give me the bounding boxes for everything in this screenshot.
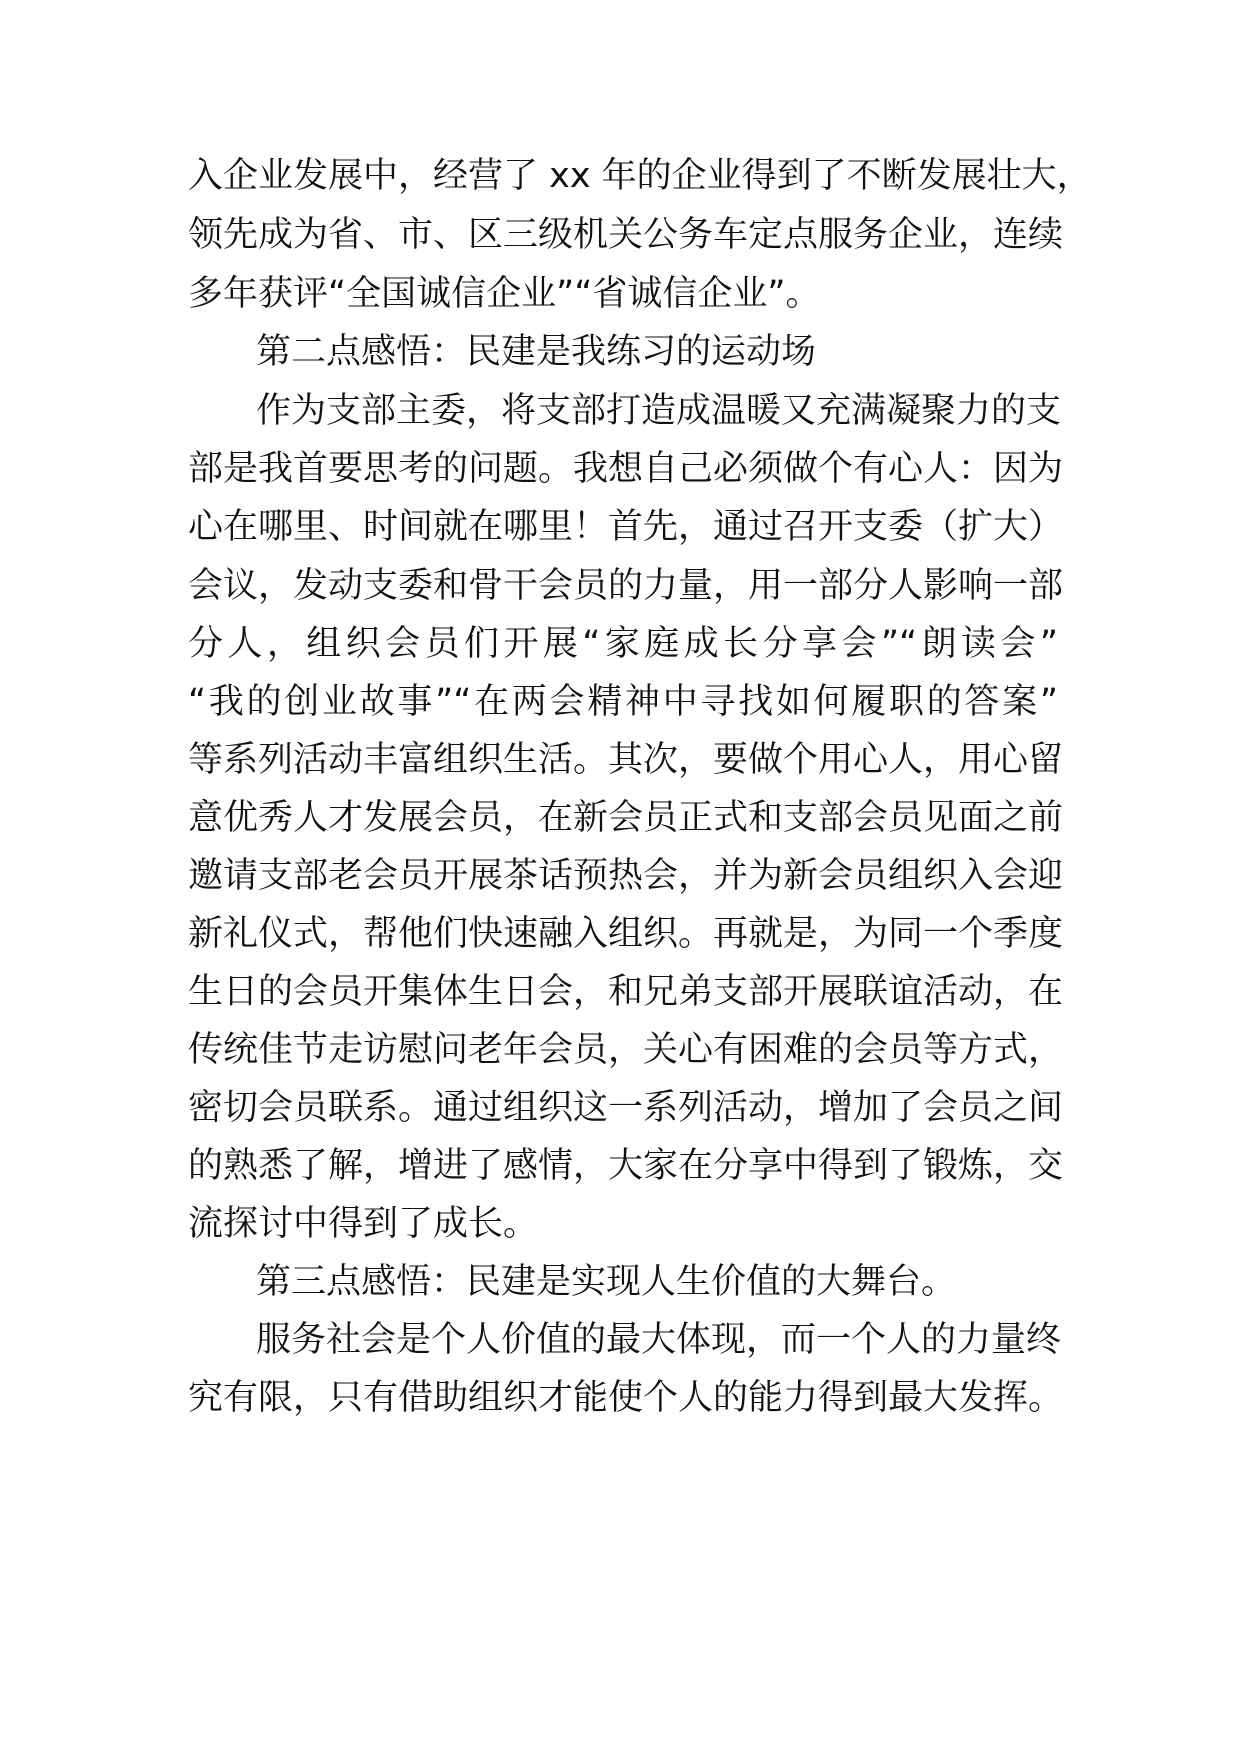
paragraph-3-line-2: 究有限，只有借助组织才能使个人的能力得到最大发挥。 xyxy=(188,1378,1064,1418)
paragraph-2-line-11: 生日的会员开集体生日会，和兄弟支部开展联谊活动，在 xyxy=(188,972,1064,1012)
paragraph-2-line-13: 密切会员联系。通过组织这一系列活动，增加了会员之间 xyxy=(188,1088,1064,1128)
paragraph-2-line-9: 邀请支部老会员开展茶话预热会，并为新会员组织入会迎 xyxy=(188,856,1064,896)
paragraph-2-line-8: 意优秀人才发展会员，在新会员正式和支部会员见面之前 xyxy=(188,798,1064,838)
paragraph-2-line-6: “我的创业故事”“在两会精神中寻找如何履职的答案” xyxy=(188,682,1058,722)
paragraph-1-line-3: 多年获评“全国诚信企业”“省诚信企业”。 xyxy=(188,274,821,314)
paragraph-1-line-2: 领先成为省、市、区三级机关公务车定点服务企业，连续 xyxy=(188,215,1064,255)
section-heading-2: 第二点感悟：民建是我练习的运动场 xyxy=(256,332,817,372)
paragraph-2-line-7: 等系列活动丰富组织生活。其次，要做个用心人，用心留 xyxy=(188,740,1064,780)
paragraph-2-line-3: 心在哪里、时间就在哪里！首先，通过召开支委（扩大） xyxy=(188,507,1064,547)
paragraph-3-line-1: 服务社会是个人价值的最大体现，而一个人的力量终 xyxy=(256,1320,1062,1360)
paragraph-2-line-14: 的熟悉了解，增进了感情，大家在分享中得到了锻炼，交 xyxy=(188,1146,1064,1186)
paragraph-2-line-10: 新礼仪式，帮他们快速融入组织。再就是，为同一个季度 xyxy=(188,914,1064,954)
paragraph-2-line-12: 传统佳节走访慰问老年会员，关心有困难的会员等方式， xyxy=(188,1030,1064,1070)
paragraph-2-line-15: 流探讨中得到了成长。 xyxy=(188,1204,539,1244)
paragraph-2-line-1: 作为支部主委，将支部打造成温暖又充满凝聚力的支 xyxy=(256,391,1062,431)
paragraph-2-line-2: 部是我首要思考的问题。我想自己必须做个有心人：因为 xyxy=(188,449,1064,489)
paragraph-2-line-4: 会议，发动支委和骨干会员的力量，用一部分人影响一部 xyxy=(188,566,1064,606)
paragraph-1-line-1: 入企业发展中，经营了 xx 年的企业得到了不断发展壮大， xyxy=(188,156,1092,196)
section-heading-3: 第三点感悟：民建是实现人生价值的大舞台。 xyxy=(256,1262,957,1302)
paragraph-2-line-5: 分人，组织会员们开展“家庭成长分享会”“朗读会” xyxy=(188,624,1058,664)
